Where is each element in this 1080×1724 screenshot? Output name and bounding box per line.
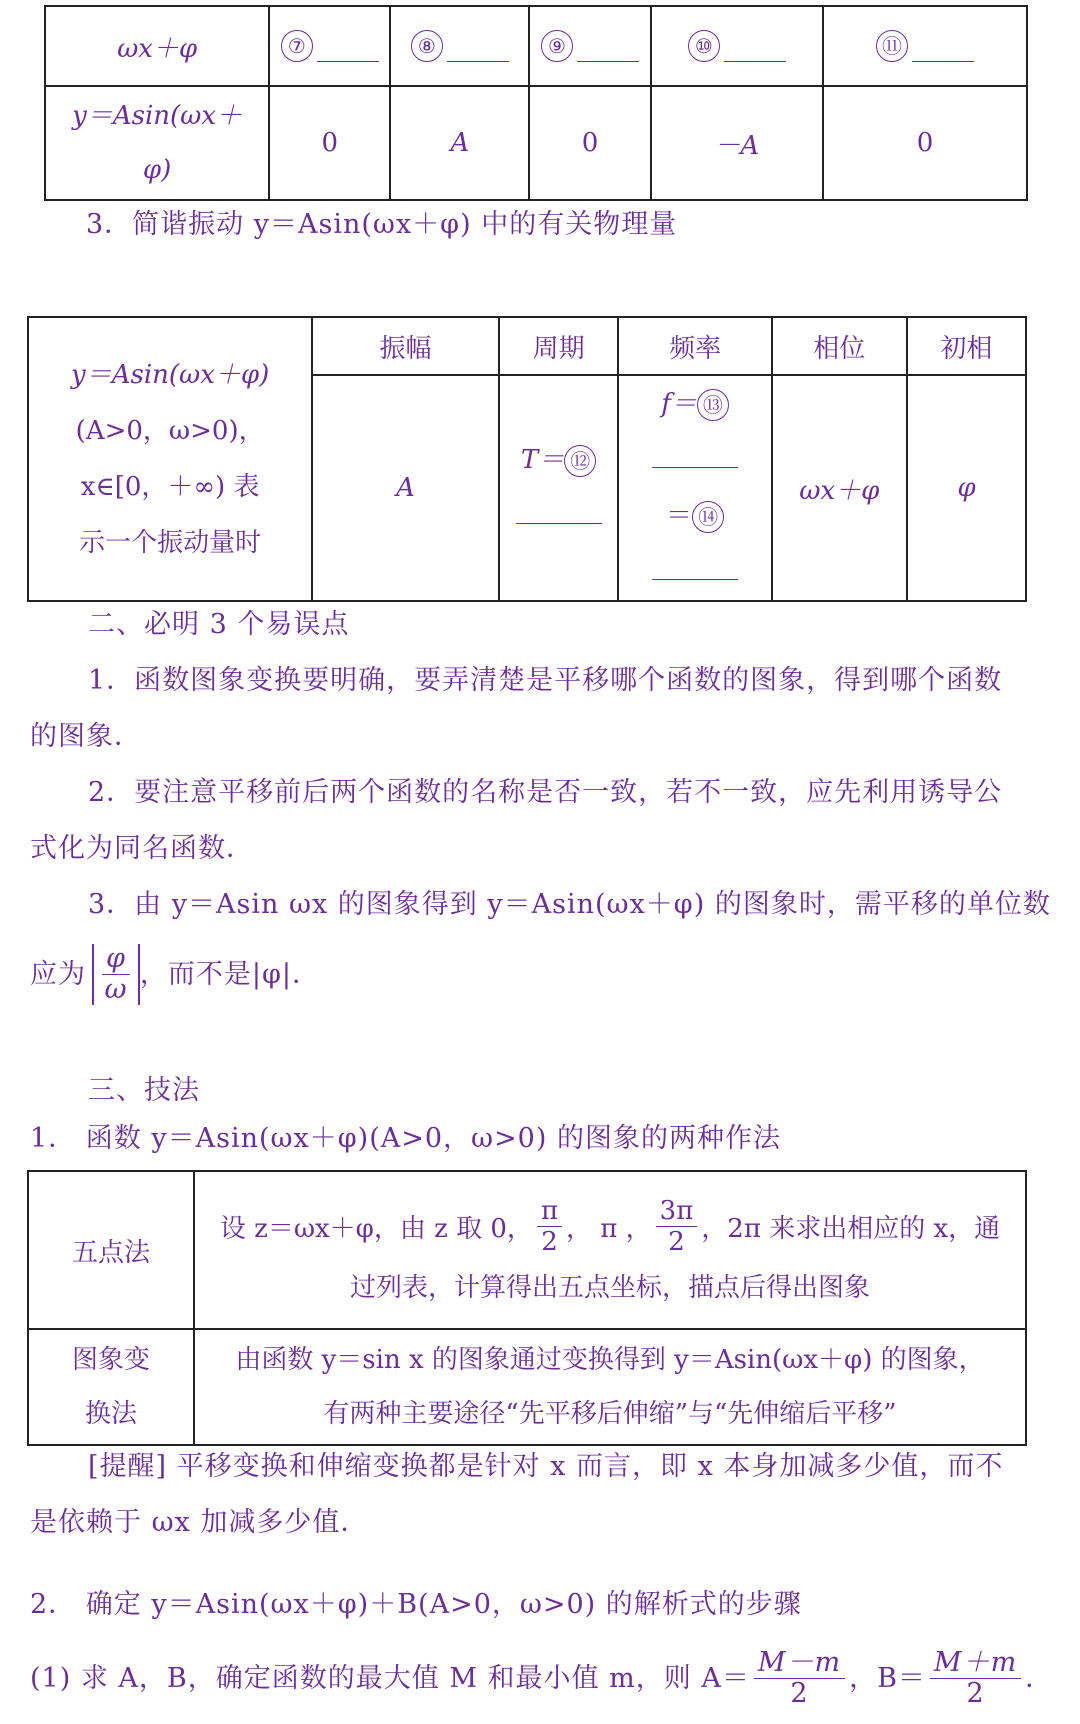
condition-line2: (A>0，ω>0)， bbox=[75, 416, 265, 446]
five-point-label: 五点法 bbox=[28, 1171, 194, 1329]
abs-fraction bbox=[92, 944, 140, 1005]
reminder-line1: [提醒] 平移变换和伸缩变换都是针对 x 而言，即 x 本身加减多少值，而不 bbox=[88, 1451, 1004, 1482]
circle-12: ⑫ bbox=[564, 445, 596, 477]
blank-cell-8 bbox=[390, 6, 529, 86]
transform-line1: 由函数 y＝sin x 的图象通过变换得到 y＝Asin(ωx＋φ) 的图象， bbox=[235, 1345, 985, 1375]
transform-label-line2: 换法 bbox=[84, 1399, 137, 1429]
period-prefix: T＝ bbox=[520, 445, 565, 475]
five-point-desc bbox=[194, 1171, 1026, 1329]
physics-table bbox=[27, 316, 1027, 602]
technique1-title: 1． 函数 y＝Asin(ωx＋φ)(A>0，ω>0) 的图象的两种作法 bbox=[30, 1123, 781, 1154]
frac-3pi-den: 2 bbox=[668, 1227, 685, 1257]
techniques-heading: 三、技法 bbox=[88, 1075, 200, 1106]
period-value bbox=[499, 375, 619, 601]
section3-title: 3．简谐振动 y＝Asin(ωx＋φ) 中的有关物理量 bbox=[86, 209, 678, 240]
errors-heading: 二、必明 3 个易误点 bbox=[88, 609, 350, 640]
transform-label-line1: 图象变 bbox=[71, 1345, 150, 1375]
row-label-function bbox=[45, 86, 269, 200]
error-item3-line2 bbox=[30, 944, 320, 1005]
initial-phase-value: φ bbox=[907, 375, 1026, 601]
five-point-line2: 过列表，计算得出五点坐标，描点后得出图象 bbox=[349, 1273, 870, 1303]
header-amplitude: 振幅 bbox=[312, 317, 498, 375]
header-frequency: 频率 bbox=[618, 317, 771, 375]
circle-13: ⑬ bbox=[697, 389, 729, 421]
frac-pi-num: π bbox=[537, 1196, 562, 1227]
value-cell-1: 0 bbox=[269, 86, 390, 200]
condition-line4: 示一个振动量时 bbox=[79, 528, 262, 558]
condition-line1: y＝Asin(ωx＋φ) bbox=[71, 360, 270, 390]
five-point-post: ，2π 来求出相应的 x，通 bbox=[701, 1214, 1001, 1244]
blank-cell-7 bbox=[269, 6, 390, 86]
item3-prefix: 应为 bbox=[30, 958, 86, 990]
transform-desc bbox=[194, 1329, 1026, 1445]
circle-14: ⑭ bbox=[692, 501, 724, 533]
value-cell-4: －A bbox=[651, 86, 823, 200]
frac-pi-den: 2 bbox=[541, 1227, 558, 1257]
fraction-num: φ bbox=[102, 944, 130, 975]
circle-10: ⑩ bbox=[688, 30, 720, 62]
function-label-line2: φ) bbox=[142, 155, 172, 185]
item3-suffix: ，而不是|φ|． bbox=[139, 958, 321, 990]
five-point-mid: ， π ， bbox=[566, 1214, 652, 1244]
circle-8: ⑧ bbox=[411, 30, 443, 62]
header-period: 周期 bbox=[499, 317, 619, 375]
condition-line3: x∈[0，＋∞) 表 bbox=[80, 472, 260, 502]
freq-equals: ＝ bbox=[666, 501, 693, 531]
step1-mid: ，B＝ bbox=[849, 1662, 926, 1694]
freq-prefix: f＝ bbox=[661, 389, 697, 419]
blank-cell-11 bbox=[823, 6, 1027, 86]
frac-3pi-num: 3π bbox=[656, 1196, 698, 1227]
five-point-pre: 设 z＝ωx＋φ，由 z 取 0， bbox=[219, 1214, 533, 1244]
a-frac-den: 2 bbox=[790, 1678, 809, 1709]
step1-end: ． bbox=[1025, 1662, 1054, 1694]
error-item3-line1: 3．由 y＝Asin ωx 的图象得到 y＝Asin(ωx＋φ) 的图象时，需平移的单位数 bbox=[88, 889, 1051, 920]
phase-value: ωx＋φ bbox=[772, 375, 907, 601]
value-cell-2: A bbox=[390, 86, 529, 200]
frequency-value bbox=[618, 375, 771, 601]
circle-7: ⑦ bbox=[281, 30, 313, 62]
step1 bbox=[30, 1648, 1053, 1709]
amplitude-value: A bbox=[312, 375, 498, 601]
b-frac-num: M＋m bbox=[930, 1648, 1021, 1679]
a-frac-num: M－m bbox=[754, 1648, 845, 1679]
reminder-line2: 是依赖于 ωx 加减多少值． bbox=[30, 1507, 369, 1538]
error-item1-line1: 1．函数图象变换要明确，要弄清楚是平移哪个函数的图象，得到哪个函数 bbox=[88, 665, 1003, 696]
error-item2-line1: 2．要注意平移前后两个函数的名称是否一致，若不一致，应先利用诱导公 bbox=[88, 777, 1003, 808]
blank-cell-9 bbox=[529, 6, 650, 86]
step1-pre: (1) 求 A，B，确定函数的最大值 M 和最小值 m，则 A＝ bbox=[30, 1662, 750, 1694]
error-item1-line2: 的图象． bbox=[30, 721, 142, 752]
blank-cell-10 bbox=[651, 6, 823, 86]
methods-table bbox=[27, 1170, 1027, 1446]
transform-line2: 有两种主要途径“先平移后伸缩”与“先伸缩后平移” bbox=[323, 1399, 897, 1429]
value-cell-3: 0 bbox=[529, 86, 650, 200]
transform-label bbox=[28, 1329, 194, 1445]
technique2-title: 2． 确定 y＝Asin(ωx＋φ)＋B(A>0，ω>0) 的解析式的步骤 bbox=[30, 1589, 802, 1620]
condition-cell bbox=[28, 317, 312, 601]
error-item2-line2: 式化为同名函数． bbox=[30, 833, 254, 864]
value-table bbox=[44, 5, 1028, 201]
value-cell-5: 0 bbox=[823, 86, 1027, 200]
header-initial-phase: 初相 bbox=[907, 317, 1026, 375]
header-phase: 相位 bbox=[772, 317, 907, 375]
circle-9: ⑨ bbox=[541, 30, 573, 62]
function-label-line1: y＝Asin(ωx＋ bbox=[72, 101, 243, 131]
b-frac-den: 2 bbox=[966, 1678, 985, 1709]
fraction-den: ω bbox=[104, 974, 128, 1005]
circle-11: ⑪ bbox=[876, 30, 908, 62]
row-label-phase: ωx＋φ bbox=[45, 6, 269, 86]
